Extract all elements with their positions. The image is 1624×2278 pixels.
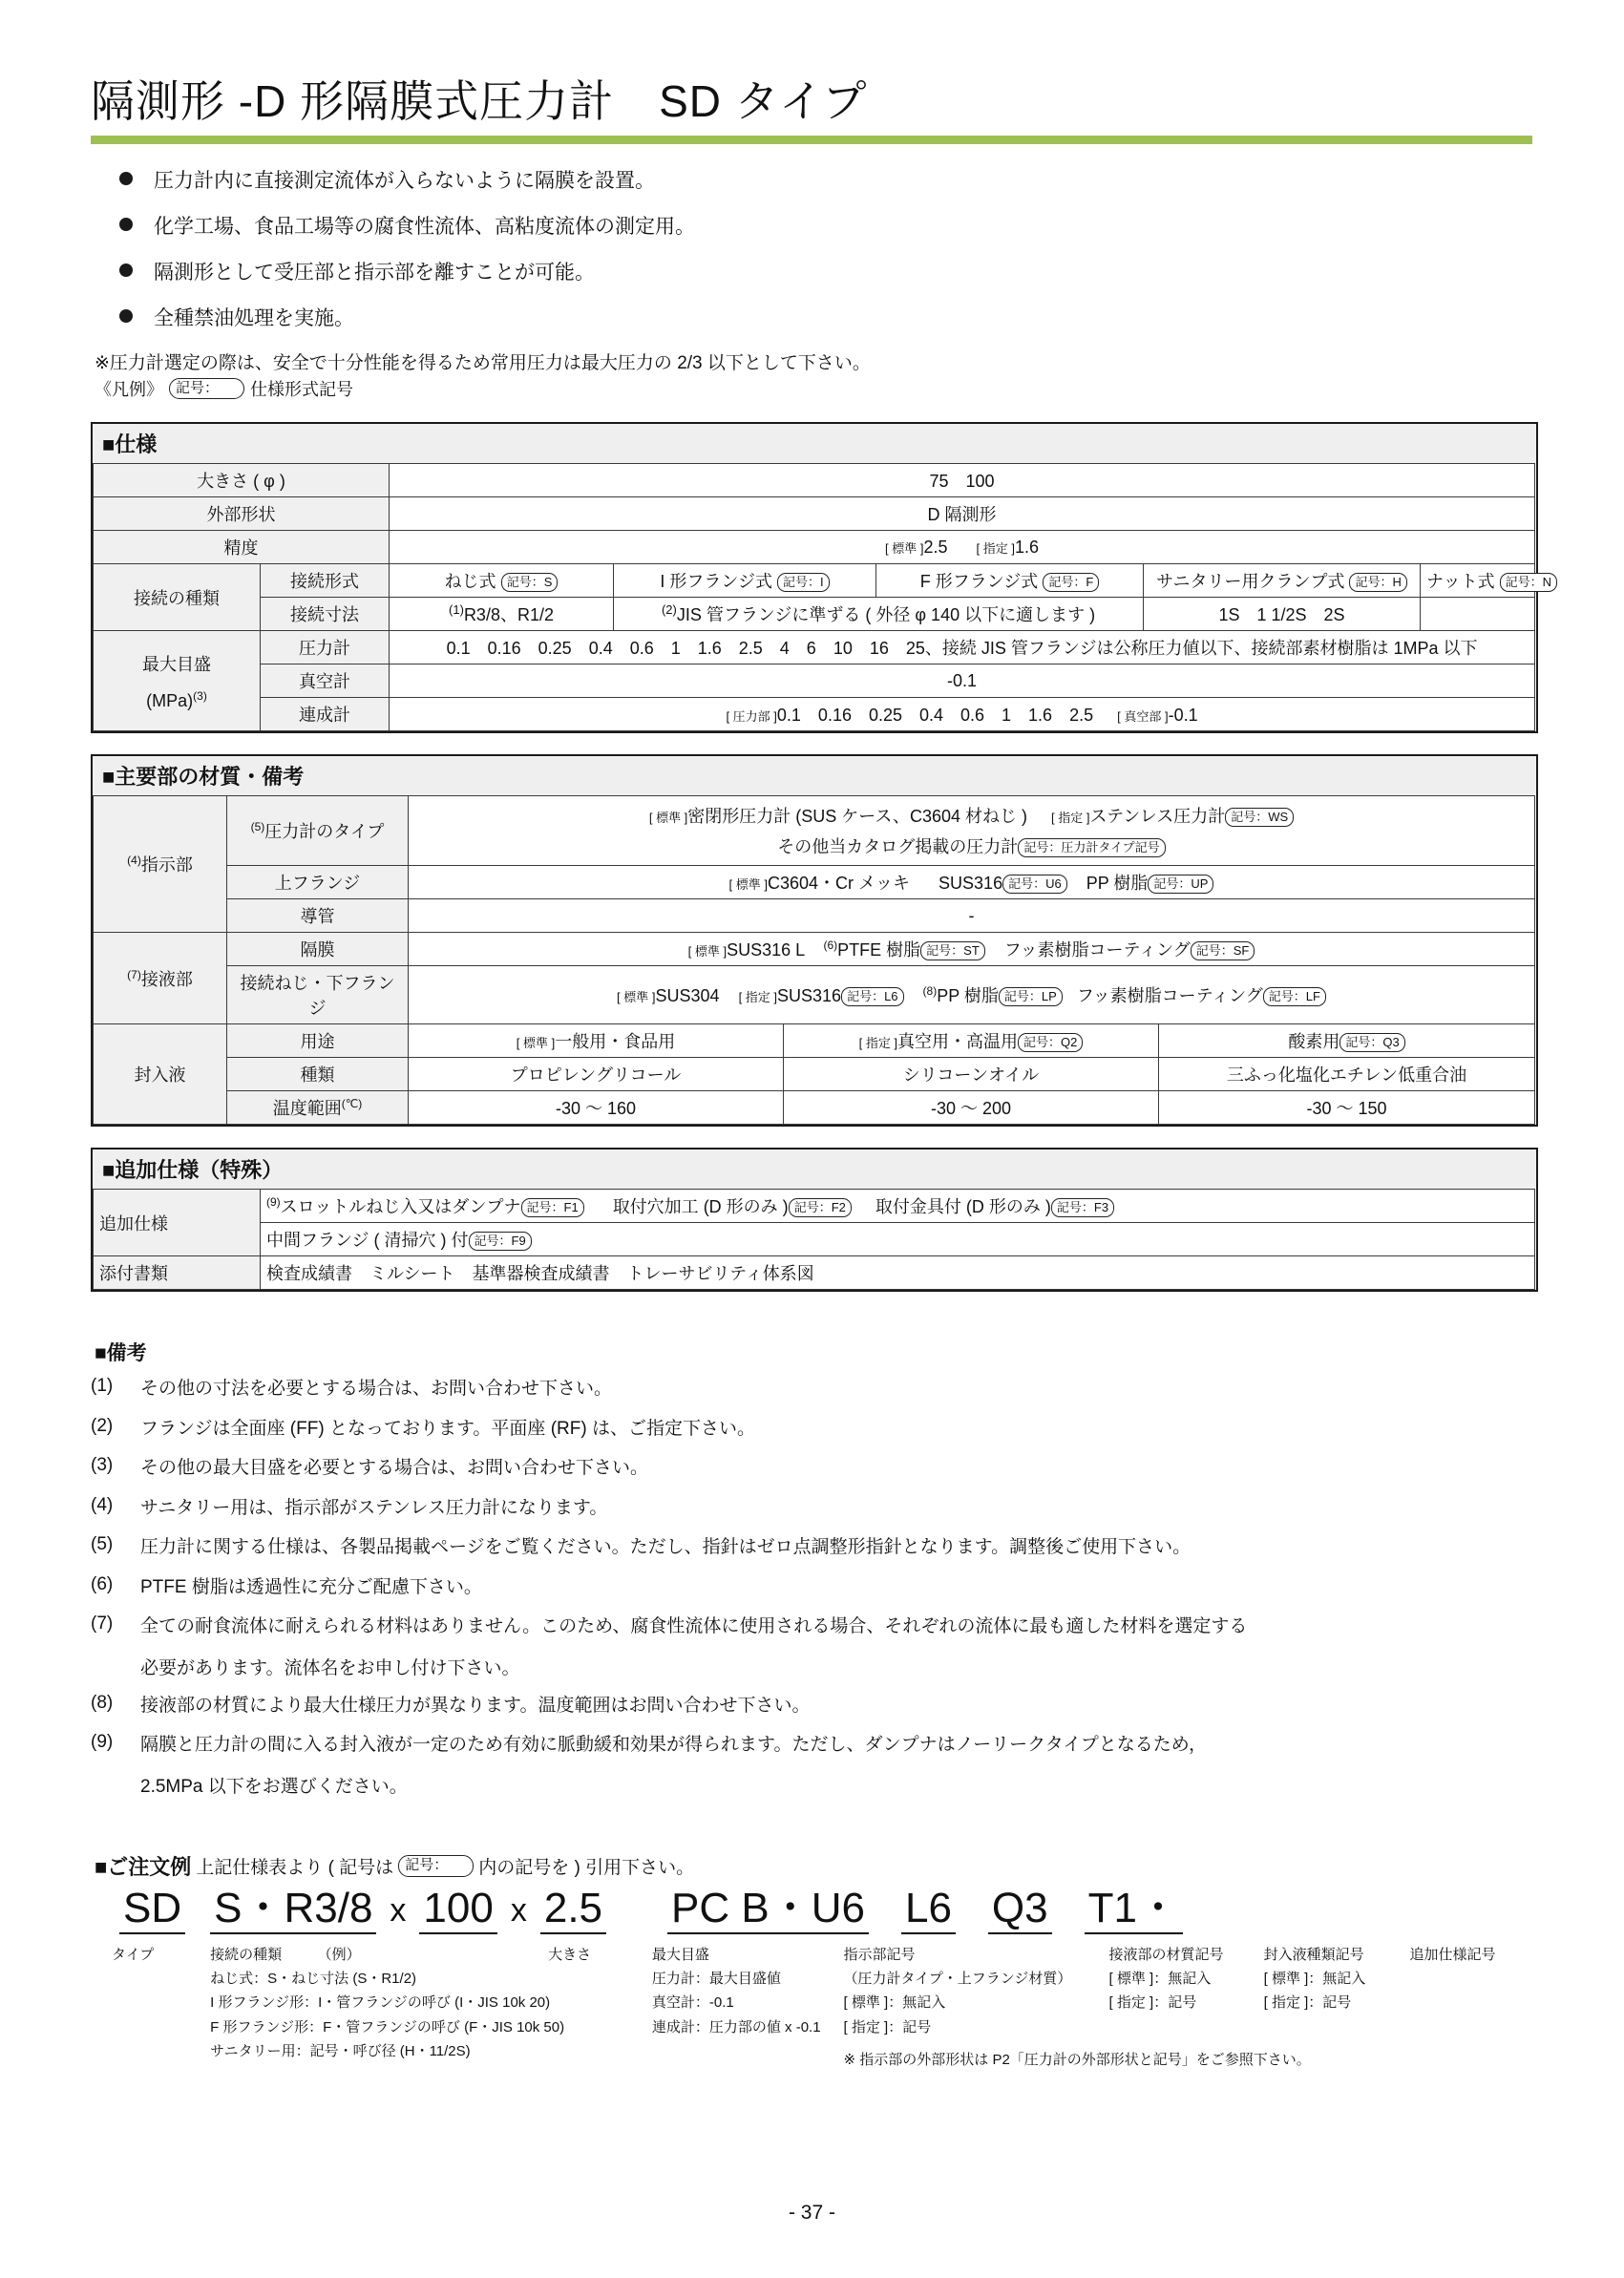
accuracy-std-tag: [ 標準 ] xyxy=(885,540,924,556)
kind-value-2: 三ふっ化塩化エチレン低重合油 xyxy=(1159,1058,1535,1091)
use-label: 用途 xyxy=(227,1024,409,1058)
symbol-tag: 記号：F2 xyxy=(789,1198,852,1217)
bullet-dot-icon xyxy=(119,218,133,231)
accuracy-value xyxy=(390,531,1535,564)
conn-dim-label: 接続寸法 xyxy=(261,598,390,631)
upper-flange-value: [ 標準 ]C3604・Cr メッキ SUS316 記号：U6 PP 樹脂 記号：UP xyxy=(409,866,1535,899)
remark-item: (7) 全ての耐食流体に耐えられる材料はありません。このため、腐食性流体に使用される場合、それぞれの流体に最も適した材料を選定する xyxy=(91,1614,1248,1637)
table-row xyxy=(94,664,1535,698)
table-row xyxy=(94,1190,1535,1223)
additional-table-wrap xyxy=(91,1189,1538,1292)
conn-type-label: 接続形式 xyxy=(261,564,390,598)
size-value: 75 100 xyxy=(390,464,1535,497)
remark-continuation: 必要があります。流体名をお申し付け下さい。 xyxy=(140,1657,520,1678)
scale-label: 最大目盛 (MPa)$^{(3)}$ xyxy=(94,631,261,731)
legend-col-type: タイプ xyxy=(112,1947,155,1964)
symbol-tag: 記号：UP xyxy=(1148,875,1213,894)
compound-label: 連成計 xyxy=(261,698,390,731)
legend-col-size: 大きさ xyxy=(548,1947,592,1964)
doc-value: 検査成績書 ミルシート 基準器検査成績書 トレーサビリティ体系図 xyxy=(261,1256,1535,1290)
temp-label: 温度範囲(℃) xyxy=(227,1091,409,1125)
list-item xyxy=(119,211,1538,240)
conn-dim-0: $^{(1)}$R3/8、R1/2 xyxy=(390,598,614,631)
thread-value: [ 標準 ]SUS304 [ 指定 ]SUS316 記号：L6 $^{(8)}$PP 樹脂 記号：LP フッ素樹脂コーティング 記号：LF xyxy=(409,966,1535,1024)
feature-text: 隔測形として受圧部と指示部を離すことが可能。 xyxy=(154,262,595,284)
legend-col-connection: 接続の種類 （例） ねじ式：S・ねじ寸法 (S・R1/2) I 形フランジ形：I・管フランジの呼び (I・JIS 10k 20) F 形フランジ形：F・管フランジの呼び (F・JIS 10k 50) サニタリー用：記号・呼び径 (H・11/2S) xyxy=(210,1947,565,2059)
order-operator: x xyxy=(390,1892,407,1930)
remarks-heading: ■備考 xyxy=(95,1342,147,1364)
kind-value-0: プロピレングリコール xyxy=(409,1058,784,1091)
additional-heading: ■追加仕様（特殊） xyxy=(91,1148,1538,1189)
compound-p-value: 0.1 0.16 0.25 0.4 0.6 1 1.6 2.5 xyxy=(776,706,1094,725)
material-heading: ■主要部の材質・備考 xyxy=(91,754,1538,795)
order-footnote: ※ 指示部の外部形状は P2「圧力計の外部形状と記号」をご参照下さい。 xyxy=(843,2051,1311,2068)
order-heading-row xyxy=(95,1851,1538,1881)
conn-dim-2: 1S 1 1/2S 2S xyxy=(1144,598,1421,631)
caution-note: ※圧力計選定の際は、安全で十分性能を得るため常用圧力は最大圧力の 2/3 以下として下さい。 xyxy=(95,353,871,373)
accuracy-opt: 1.6 xyxy=(1015,537,1040,557)
size-label: 大きさ ( φ ) xyxy=(94,464,390,497)
order-operator: x xyxy=(510,1892,527,1930)
order-code-connection: S・R3/8 xyxy=(210,1887,376,1934)
remark-item: (4) サニタリー用は、指示部がステンレス圧力計になります。 xyxy=(91,1494,608,1518)
page-title: 隔測形 -D 形隔膜式圧力計 SD タイプ xyxy=(91,76,868,126)
order-example-section xyxy=(91,1851,1538,2075)
doc-label: 添付書類 xyxy=(94,1256,261,1290)
list-item xyxy=(119,257,1538,285)
kind-value-1: シリコーンオイル xyxy=(784,1058,1159,1091)
table-row xyxy=(94,1058,1535,1091)
table-row xyxy=(94,497,1535,531)
spec-section xyxy=(91,422,1552,733)
table-row xyxy=(94,1256,1535,1290)
table-row xyxy=(94,1223,1535,1256)
order-heading: ■ご注文例 xyxy=(95,1854,192,1879)
symbol-tag: 記号：N xyxy=(1500,573,1557,592)
accuracy-label: 精度 xyxy=(94,531,390,564)
use-std: [ 標準 ]一般用・食品用 xyxy=(409,1024,784,1058)
conn-dim-1: $^{(2)}$JIS 管フランジに準ずる ( 外径 φ 140 以下に適します ) xyxy=(614,598,1144,631)
additional-items: $^{(9)}$スロットルねじ入又はダンプナ 記号：F1 取付穴加工 (D 形のみ ) 記号：F2 取付金具付 (D 形のみ ) 記号：F3 xyxy=(261,1190,1535,1223)
page-number: - 37 - xyxy=(788,2202,835,2224)
feature-text: 化学工場、食品工場等の腐食性流体、高粘度流体の測定用。 xyxy=(154,216,695,238)
table-row xyxy=(94,933,1535,966)
remark-continuation: 2.5MPa 以下をお選びください。 xyxy=(140,1776,408,1797)
symbol-tag: 記号：圧力計タイプ記号 xyxy=(1018,838,1165,857)
order-symbol-pill: 記号： xyxy=(398,1855,474,1877)
additional-table xyxy=(93,1189,1535,1290)
feature-list xyxy=(119,165,1538,331)
remarks-section xyxy=(91,1338,1538,1798)
tube-value: - xyxy=(409,899,1535,933)
table-row xyxy=(94,966,1535,1024)
gauge-label: 圧力計 xyxy=(261,631,390,664)
symbol-tag: 記号：Q3 xyxy=(1339,1033,1404,1052)
temp-value-1: -30 ～ 200 xyxy=(784,1091,1159,1125)
use-opt: [ 指定 ]真空用・高温用 記号：Q2 xyxy=(784,1024,1159,1058)
order-code-indicator: PC B・U6 xyxy=(667,1887,869,1934)
additional-row-label: 追加仕様 xyxy=(94,1190,261,1256)
legend-col-wetted: 接液部の材質記号 [ 標準 ]：無記入 [ 指定 ]：記号 xyxy=(1108,1947,1224,2012)
additional-items2: 中間フランジ ( 清掃穴 ) 付 記号：F9 xyxy=(261,1223,1535,1256)
order-code-type: SD xyxy=(119,1887,185,1934)
shape-label: 外部形状 xyxy=(94,497,390,531)
conn-dim-3 xyxy=(1421,598,1535,631)
conn-type-2: F 形フランジ式 記号：F xyxy=(876,564,1144,598)
order-code-fill: Q3 xyxy=(988,1887,1052,1934)
bullet-dot-icon xyxy=(119,309,133,323)
legend-col-scale: 最大目盛 圧力計：最大目盛値 真空計：-0.1 連成計：圧力部の値 x -0.1 xyxy=(651,1947,821,2035)
symbol-tag: 記号：WS xyxy=(1225,808,1294,827)
conn-type-1: I 形フランジ式 記号：I xyxy=(614,564,876,598)
table-row xyxy=(94,464,1535,497)
temp-value-0: -30 ～ 160 xyxy=(409,1091,784,1125)
remark-item: (1) その他の寸法を必要とする場合は、お問い合わせ下さい。 xyxy=(91,1376,613,1399)
remark-item: (2) フランジは全面座 (FF) となっております。平面座 (RF) は、ご指定下さい。 xyxy=(91,1415,755,1439)
table-row xyxy=(94,866,1535,899)
kind-label: 種類 xyxy=(227,1058,409,1091)
legend-col-indicator: 指示部記号 （圧力計タイプ・上フランジ材質） [ 標準 ]：無記入 [ 指定 ]：記号 ※ 指示部の外部形状は P2「圧力計の外部形状と記号」をご参照下さい。 xyxy=(844,1944,1086,2075)
vacuum-label: 真空計 xyxy=(261,664,390,698)
symbol-tag: 記号：F xyxy=(1043,573,1099,592)
upper-flange-label: 上フランジ xyxy=(227,866,409,899)
remark-item: (9) 隔膜と圧力計の間に入る封入液が一定のため有効に脈動緩和効果が得られます。ただし、ダンプナはノーリークタイプとなるため， xyxy=(91,1732,1208,1756)
bullet-dot-icon xyxy=(119,264,133,277)
table-row xyxy=(94,1091,1535,1125)
feature-text: 全種禁油処理を実施。 xyxy=(154,307,354,329)
tube-label: 導管 xyxy=(227,899,409,933)
symbol-tag: 記号：LP xyxy=(999,987,1063,1006)
title-accent-rule xyxy=(91,136,1532,144)
legend-note xyxy=(95,376,1538,401)
gauge-value: 0.1 0.16 0.25 0.4 0.6 1 1.6 2.5 4 6 10 16 25、接続 JIS 管フランジは公称圧力値以下、接続部素材樹脂は 1MPa 以下 xyxy=(390,631,1535,664)
thread-label: 接続ねじ・下フランジ xyxy=(227,966,409,1024)
table-row xyxy=(94,598,1535,631)
order-code-additional: T1・ xyxy=(1085,1887,1183,1934)
order-legend xyxy=(112,1944,1538,2075)
remark-item: (8) 接液部の材質により最大仕様圧力が異なります。温度範囲はお問い合わせ下さい。 xyxy=(91,1692,811,1716)
legend-symbol-pill: 記号： xyxy=(169,378,244,400)
conn-type-4: ナット式 記号：N xyxy=(1421,564,1535,598)
order-lead: 上記仕様表より ( 記号は xyxy=(196,1857,394,1878)
material-section xyxy=(91,754,1538,1127)
remark-item: (6) PTFE 樹脂は透過性に充分ご配慮下さい。 xyxy=(91,1573,482,1597)
conn-label: 接続の種類 xyxy=(94,564,261,631)
legend-prefix: 《凡例》 xyxy=(95,380,163,399)
use-oxygen: 酸素用 記号：Q3 xyxy=(1159,1024,1535,1058)
symbol-tag: 記号：F1 xyxy=(521,1198,584,1217)
table-row xyxy=(94,796,1535,866)
compound-p-tag: [ 圧力部 ] xyxy=(726,709,777,724)
symbol-tag: 記号：H xyxy=(1349,573,1406,592)
feature-text: 圧力計内に直接測定流体が入らないように隔膜を設置。 xyxy=(154,170,655,192)
gauge-type-value: [ 標準 ]密閉形圧力計 (SUS ケース、C3604 材ねじ ) [ 指定 ]ステンレス圧力計 記号：WS その他当カタログ掲載の圧力計 記号：圧力計タイプ記号 xyxy=(409,796,1535,866)
symbol-tag: 記号：LF xyxy=(1263,987,1326,1006)
conn-type-3: サニタリー用クランプ式 記号：H xyxy=(1144,564,1421,598)
symbol-tag: 記号：F3 xyxy=(1051,1198,1114,1217)
spec-table-wrap xyxy=(91,463,1552,733)
compound-v-tag: [ 真空部 ] xyxy=(1117,709,1169,724)
symbol-tag: 記号：F9 xyxy=(469,1232,532,1251)
gauge-type-label: $^{(5)}$圧力計のタイプ xyxy=(227,796,409,866)
remark-item: (3) その他の最大目盛を必要とする場合は、お問い合わせ下さい。 xyxy=(91,1455,649,1479)
symbol-tag: 記号：U6 xyxy=(1002,875,1067,894)
accuracy-opt-tag: [ 指定 ] xyxy=(976,540,1015,556)
legend-col-additional: 追加仕様記号 xyxy=(1409,1947,1496,1964)
table-row xyxy=(94,631,1535,664)
accuracy-std: 2.5 xyxy=(923,537,948,557)
fill-label: 封入液 xyxy=(94,1024,227,1125)
legend-col-fill: 封入液種類記号 [ 標準 ]：無記入 [ 指定 ]：記号 xyxy=(1263,1947,1366,2012)
symbol-tag: 記号：I xyxy=(777,573,830,592)
compound-value xyxy=(390,698,1535,731)
temp-value-2: -30 ～ 150 xyxy=(1159,1091,1535,1125)
legend-suffix: 仕様形式記号 xyxy=(250,380,354,399)
compound-v-value: -0.1 xyxy=(1168,706,1198,725)
wetted-label: $^{(7)}$接液部 xyxy=(94,933,227,1024)
material-table-wrap xyxy=(91,795,1538,1127)
bullet-dot-icon xyxy=(119,172,133,185)
spec-heading: ■仕様 xyxy=(91,422,1538,463)
symbol-tag: 記号：Q2 xyxy=(1018,1033,1083,1052)
table-row xyxy=(94,698,1535,731)
indicator-label: $^{(4)}$指示部 xyxy=(94,796,227,933)
table-row xyxy=(94,899,1535,933)
shape-value: D 隔測形 xyxy=(390,497,1535,531)
remark-item: (5) 圧力計に関する仕様は、各製品掲載ページをご覧ください。ただし、指針はゼロ点調整形指針となります。調整後ご使用下さい。 xyxy=(91,1534,1192,1558)
symbol-tag: 記号：S xyxy=(501,573,559,592)
table-row xyxy=(94,531,1535,564)
order-code-scale: 2.5 xyxy=(540,1887,606,1934)
conn-type-0: ねじ式 記号：S xyxy=(390,564,614,598)
diaphragm-label: 隔膜 xyxy=(227,933,409,966)
symbol-tag: 記号：L6 xyxy=(841,987,903,1006)
diaphragm-value: [ 標準 ]SUS316 L $^{(6)}$PTFE 樹脂 記号：ST フッ素樹脂コーティング 記号：SF xyxy=(409,933,1535,966)
list-item xyxy=(119,165,1538,194)
table-row xyxy=(94,564,1535,598)
order-code-row xyxy=(119,1884,1538,1934)
symbol-tag: 記号：SF xyxy=(1191,941,1255,960)
additional-section xyxy=(91,1148,1538,1292)
vacuum-value: -0.1 xyxy=(390,664,1535,698)
table-row xyxy=(94,1024,1535,1058)
order-tail: 内の記号を ) 引用下さい。 xyxy=(478,1857,695,1878)
symbol-tag: 記号：ST xyxy=(920,941,985,960)
material-table xyxy=(93,795,1535,1125)
list-item xyxy=(119,303,1538,331)
order-code-size: 100 xyxy=(419,1887,496,1934)
order-code-wetted: L6 xyxy=(901,1887,956,1934)
spec-table xyxy=(93,463,1552,731)
